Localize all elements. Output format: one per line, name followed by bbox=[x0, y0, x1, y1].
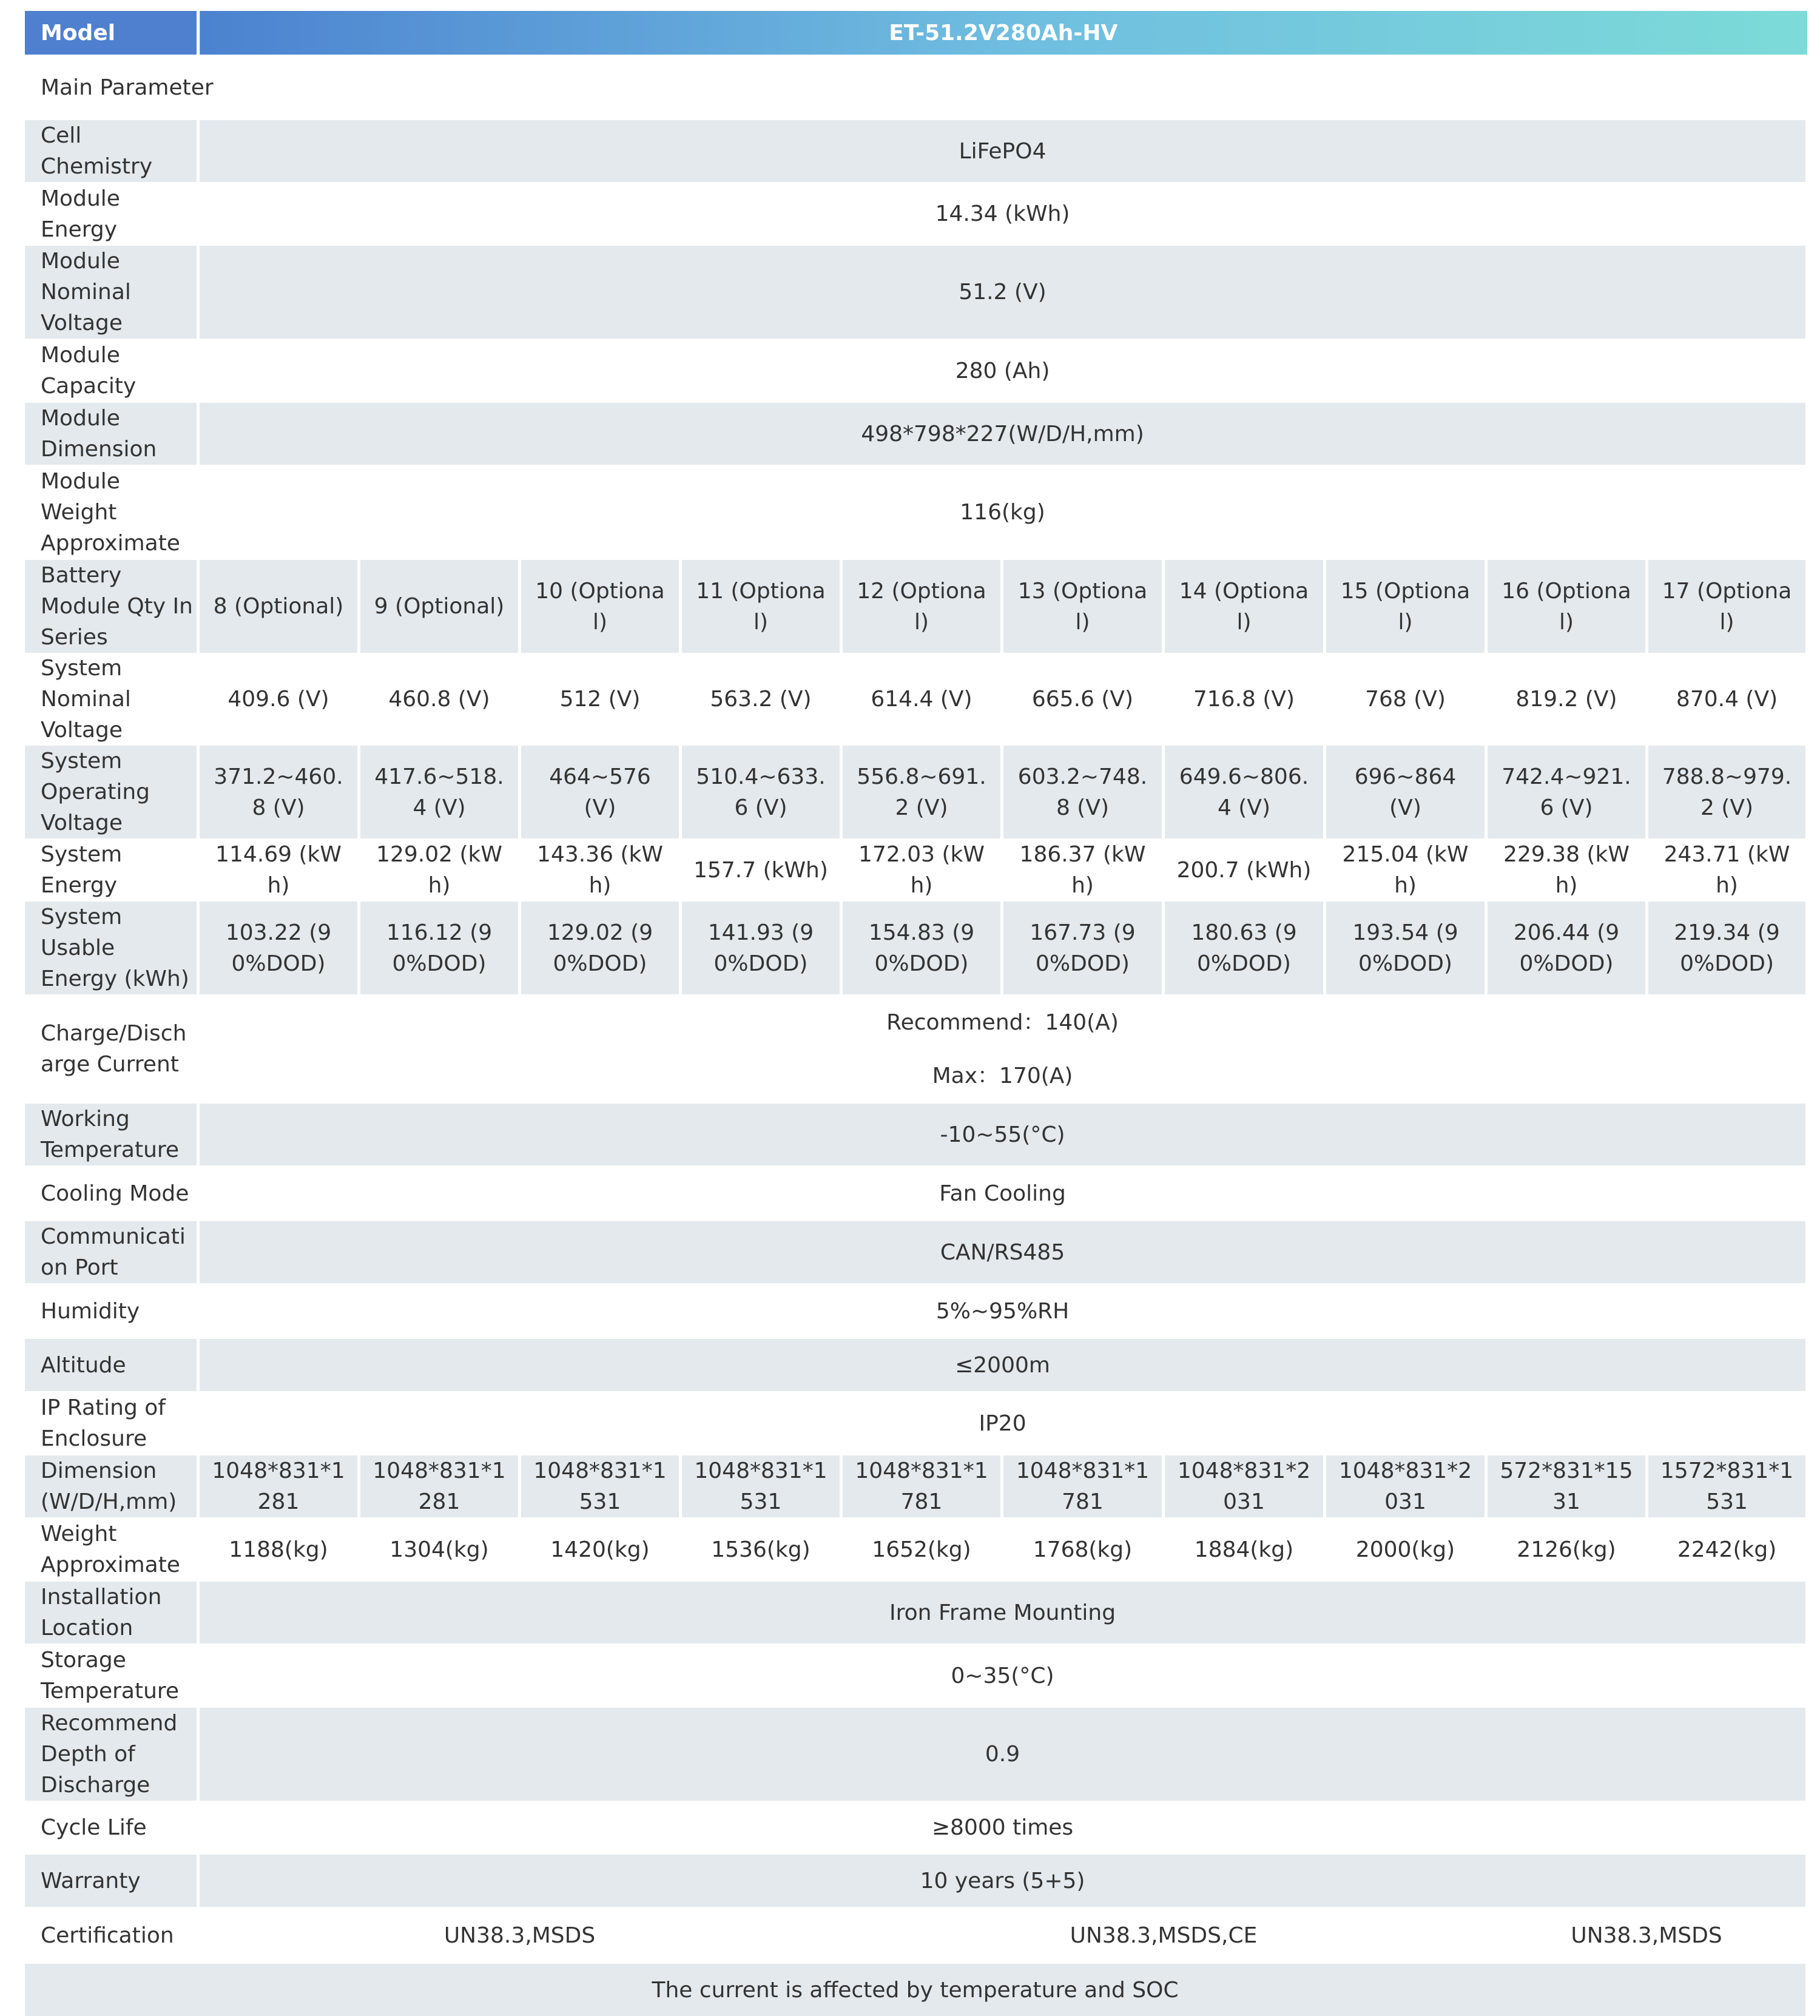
cycle-life-value: ≥8000 times bbox=[198, 1801, 1807, 1855]
operating-voltage-label: System Operating Voltage bbox=[24, 746, 198, 838]
communication-port-label: Communication Port bbox=[24, 1221, 198, 1283]
row-module-weight bbox=[24, 465, 1807, 560]
humidity-value: 5%~95%RH bbox=[198, 1283, 1807, 1339]
operating-voltage-value: 603.2~748.8 (V) bbox=[1002, 746, 1164, 838]
row-warranty bbox=[24, 1855, 1807, 1907]
usable-energy-value: 180.63 (90%DOD) bbox=[1164, 902, 1325, 994]
row-module-energy bbox=[24, 182, 1807, 246]
row-ip-rating bbox=[24, 1391, 1807, 1455]
system-energy-value: 143.36 (kWh) bbox=[520, 838, 681, 902]
qty-value: 8 (Optional) bbox=[198, 560, 359, 653]
charge-current-value bbox=[198, 994, 1807, 1104]
weight-value: 1536(kg) bbox=[681, 1517, 841, 1582]
qty-value: 13 (Optional) bbox=[1002, 560, 1164, 653]
dimension-value: 1048*831*1781 bbox=[841, 1455, 1002, 1517]
weight-value: 2000(kg) bbox=[1325, 1517, 1486, 1582]
cell-chemistry-label: Cell Chemistry bbox=[24, 120, 198, 182]
row-recommend-dod bbox=[24, 1708, 1807, 1801]
row-footnote bbox=[24, 1964, 1807, 2016]
row-certification bbox=[24, 1907, 1807, 1964]
row-module-dimension bbox=[24, 403, 1807, 465]
spec-table bbox=[22, 11, 1808, 2016]
nominal-voltage-value: 819.2 (V) bbox=[1486, 653, 1647, 746]
installation-location-label: Installation Location bbox=[24, 1582, 198, 1643]
system-energy-value: 157.7 (kWh) bbox=[681, 838, 841, 902]
usable-energy-value: 206.44 (90%DOD) bbox=[1486, 902, 1647, 994]
dimension-value: 1048*831*2031 bbox=[1325, 1455, 1486, 1517]
weight-value: 2126(kg) bbox=[1486, 1517, 1647, 1582]
system-energy-value: 229.38 (kWh) bbox=[1486, 838, 1647, 902]
altitude-label: Altitude bbox=[24, 1339, 198, 1391]
nominal-voltage-value: 409.6 (V) bbox=[198, 653, 359, 746]
warranty-label: Warranty bbox=[24, 1855, 198, 1907]
row-nominal-voltage bbox=[24, 653, 1807, 746]
qty-value: 17 (Optional) bbox=[1647, 560, 1807, 653]
cycle-life-label: Cycle Life bbox=[24, 1801, 198, 1855]
usable-energy-value: 219.34 (90%DOD) bbox=[1647, 902, 1807, 994]
working-temperature-label: Working Temperature bbox=[24, 1104, 198, 1165]
qty-value: 9 (Optional) bbox=[359, 560, 520, 653]
dimension-value: 1048*831*1531 bbox=[520, 1455, 681, 1517]
operating-voltage-value: 510.4~633.6 (V) bbox=[681, 746, 841, 838]
nominal-voltage-value: 665.6 (V) bbox=[1002, 653, 1164, 746]
qty-value: 12 (Optional) bbox=[841, 560, 1002, 653]
humidity-label: Humidity bbox=[24, 1283, 198, 1339]
warranty-value: 10 years (5+5) bbox=[198, 1855, 1807, 1907]
charge-current-label: Charge/Discharge Current bbox=[24, 994, 198, 1104]
usable-energy-value: 193.54 (90%DOD) bbox=[1325, 902, 1486, 994]
section-title: Main Parameter bbox=[24, 55, 1807, 120]
module-energy-label: Module Energy bbox=[24, 182, 198, 246]
usable-energy-label: System Usable Energy (kWh) bbox=[24, 902, 198, 994]
system-energy-value: 129.02 (kWh) bbox=[359, 838, 520, 902]
dimension-value: 1572*831*1531 bbox=[1647, 1455, 1807, 1517]
weight-value: 1884(kg) bbox=[1164, 1517, 1325, 1582]
nominal-voltage-value: 563.2 (V) bbox=[681, 653, 841, 746]
storage-temperature-label: Storage Temperature bbox=[24, 1643, 198, 1708]
module-weight-label: Module Weight Approximate bbox=[24, 465, 198, 560]
module-dimension-value: 498*798*227(W/D/H,mm) bbox=[198, 403, 1807, 465]
weight-value: 1420(kg) bbox=[520, 1517, 681, 1582]
usable-energy-value: 141.93 (90%DOD) bbox=[681, 902, 841, 994]
charge-max-value: Max：170(A) bbox=[932, 1063, 1073, 1088]
row-cycle-life bbox=[24, 1801, 1807, 1855]
row-humidity bbox=[24, 1283, 1807, 1339]
section-row bbox=[24, 55, 1807, 120]
ip-rating-value: IP20 bbox=[198, 1391, 1807, 1455]
row-storage-temperature bbox=[24, 1643, 1807, 1708]
system-energy-value: 243.71 (kWh) bbox=[1647, 838, 1807, 902]
nominal-voltage-value: 768 (V) bbox=[1325, 653, 1486, 746]
dimension-value: 1048*831*1531 bbox=[681, 1455, 841, 1517]
operating-voltage-value: 371.2~460.8 (V) bbox=[198, 746, 359, 838]
module-nominal-voltage-label: Module Nominal Voltage bbox=[24, 246, 198, 339]
cooling-mode-label: Cooling Mode bbox=[24, 1165, 198, 1221]
usable-energy-value: 103.22 (90%DOD) bbox=[198, 902, 359, 994]
cell-chemistry-value: LiFePO4 bbox=[198, 120, 1807, 182]
ip-rating-label: IP Rating of Enclosure bbox=[24, 1391, 198, 1455]
certification-value: UN38.3,MSDS bbox=[1486, 1907, 1807, 1964]
row-charge-current bbox=[24, 994, 1807, 1104]
nominal-voltage-value: 870.4 (V) bbox=[1647, 653, 1807, 746]
row-altitude bbox=[24, 1339, 1807, 1391]
storage-temperature-value: 0~35(°C) bbox=[198, 1643, 1807, 1708]
operating-voltage-value: 742.4~921.6 (V) bbox=[1486, 746, 1647, 838]
module-capacity-label: Module Capacity bbox=[24, 339, 198, 403]
charge-recommend-value: Recommend：140(A) bbox=[886, 1010, 1119, 1035]
usable-energy-value: 154.83 (90%DOD) bbox=[841, 902, 1002, 994]
certification-value: UN38.3,MSDS bbox=[198, 1907, 841, 1964]
certification-value: UN38.3,MSDS,CE bbox=[841, 1907, 1486, 1964]
system-energy-label: System Energy bbox=[24, 838, 198, 902]
cooling-mode-value: Fan Cooling bbox=[198, 1165, 1807, 1221]
operating-voltage-value: 417.6~518.4 (V) bbox=[359, 746, 520, 838]
system-energy-value: 186.37 (kWh) bbox=[1002, 838, 1164, 902]
installation-location-value: Iron Frame Mounting bbox=[198, 1582, 1807, 1643]
dimension-value: 1048*831*2031 bbox=[1164, 1455, 1325, 1517]
certification-label: Certification bbox=[24, 1907, 198, 1964]
nominal-voltage-value: 460.8 (V) bbox=[359, 653, 520, 746]
usable-energy-value: 116.12 (90%DOD) bbox=[359, 902, 520, 994]
system-energy-value: 172.03 (kWh) bbox=[841, 838, 1002, 902]
row-installation-location bbox=[24, 1582, 1807, 1643]
model-value: ET-51.2V280Ah-HV bbox=[198, 11, 1807, 55]
usable-energy-value: 167.73 (90%DOD) bbox=[1002, 902, 1164, 994]
row-cooling-mode bbox=[24, 1165, 1807, 1221]
weight-label: Weight Approximate bbox=[24, 1517, 198, 1582]
system-energy-value: 114.69 (kWh) bbox=[198, 838, 359, 902]
qty-value: 14 (Optional) bbox=[1164, 560, 1325, 653]
row-cell-chemistry bbox=[24, 120, 1807, 182]
module-dimension-label: Module Dimension bbox=[24, 403, 198, 465]
model-label: Model bbox=[24, 11, 198, 55]
recommend-dod-value: 0.9 bbox=[198, 1708, 1807, 1801]
system-energy-value: 215.04 (kWh) bbox=[1325, 838, 1486, 902]
dimension-value: 1048*831*1781 bbox=[1002, 1455, 1164, 1517]
qty-value: 11 (Optional) bbox=[681, 560, 841, 653]
qty-label: Battery Module Qty In Series bbox=[24, 560, 198, 653]
row-operating-voltage bbox=[24, 746, 1807, 838]
system-energy-value: 200.7 (kWh) bbox=[1164, 838, 1325, 902]
working-temperature-value: -10~55(°C) bbox=[198, 1104, 1807, 1165]
dimension-label: Dimension (W/D/H,mm) bbox=[24, 1455, 198, 1517]
header-row bbox=[24, 11, 1807, 55]
module-energy-value: 14.34 (kWh) bbox=[198, 182, 1807, 246]
dimension-value: 572*831*1531 bbox=[1486, 1455, 1647, 1517]
weight-value: 1652(kg) bbox=[841, 1517, 1002, 1582]
row-system-energy bbox=[24, 838, 1807, 902]
nominal-voltage-value: 614.4 (V) bbox=[841, 653, 1002, 746]
row-communication-port bbox=[24, 1221, 1807, 1283]
row-module-nominal-voltage bbox=[24, 246, 1807, 339]
weight-value: 1768(kg) bbox=[1002, 1517, 1164, 1582]
dimension-value: 1048*831*1281 bbox=[359, 1455, 520, 1517]
qty-value: 16 (Optional) bbox=[1486, 560, 1647, 653]
row-working-temperature bbox=[24, 1104, 1807, 1165]
weight-value: 1304(kg) bbox=[359, 1517, 520, 1582]
row-qty bbox=[24, 560, 1807, 653]
row-dimension bbox=[24, 1455, 1807, 1517]
footnote: The current is affected by temperature and SOC bbox=[24, 1964, 1807, 2016]
weight-value: 1188(kg) bbox=[198, 1517, 359, 1582]
weight-value: 2242(kg) bbox=[1647, 1517, 1807, 1582]
module-nominal-voltage-value: 51.2 (V) bbox=[198, 246, 1807, 339]
nominal-voltage-value: 512 (V) bbox=[520, 653, 681, 746]
dimension-value: 1048*831*1281 bbox=[198, 1455, 359, 1517]
module-weight-value: 116(kg) bbox=[198, 465, 1807, 560]
usable-energy-value: 129.02 (90%DOD) bbox=[520, 902, 681, 994]
nominal-voltage-label: System Nominal Voltage bbox=[24, 653, 198, 746]
recommend-dod-label: Recommend Depth of Discharge bbox=[24, 1708, 198, 1801]
communication-port-value: CAN/RS485 bbox=[198, 1221, 1807, 1283]
operating-voltage-value: 788.8~979.2 (V) bbox=[1647, 746, 1807, 838]
operating-voltage-value: 696~864 (V) bbox=[1325, 746, 1486, 838]
operating-voltage-value: 556.8~691.2 (V) bbox=[841, 746, 1002, 838]
altitude-value: ≤2000m bbox=[198, 1339, 1807, 1391]
qty-value: 15 (Optional) bbox=[1325, 560, 1486, 653]
qty-value: 10 (Optional) bbox=[520, 560, 681, 653]
operating-voltage-value: 464~576 (V) bbox=[520, 746, 681, 838]
row-module-capacity bbox=[24, 339, 1807, 403]
operating-voltage-value: 649.6~806.4 (V) bbox=[1164, 746, 1325, 838]
module-capacity-value: 280 (Ah) bbox=[198, 339, 1807, 403]
nominal-voltage-value: 716.8 (V) bbox=[1164, 653, 1325, 746]
row-usable-energy bbox=[24, 902, 1807, 994]
row-weight bbox=[24, 1517, 1807, 1582]
